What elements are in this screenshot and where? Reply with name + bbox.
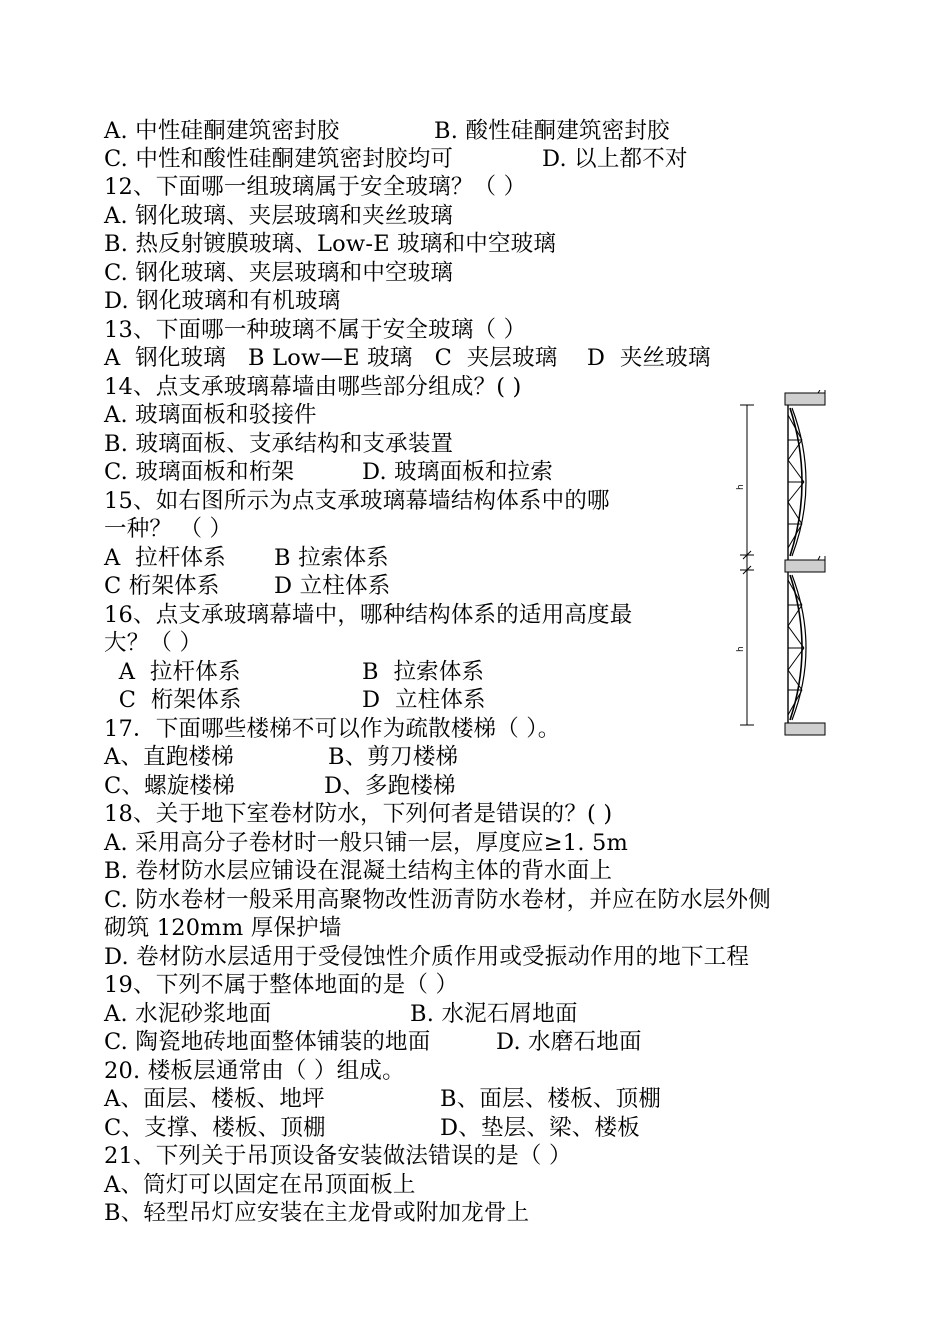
line-text: D. 钢化玻璃和有机玻璃 — [104, 288, 341, 314]
floor-slab-top — [785, 393, 825, 405]
line-text: 砌筑 120mm 厚保护墙 — [104, 915, 342, 941]
line-text: B. 玻璃面板、支承结构和支承装置 — [104, 431, 454, 457]
line-text: A. 水泥砂浆地面 — [104, 1001, 272, 1027]
line-text-right: B. 水泥石屑地面 — [410, 1001, 578, 1027]
line-text-right: B. 酸性硅酮建筑密封胶 — [434, 118, 670, 144]
line-text-right: B、剪刀楼梯 — [328, 744, 459, 770]
line-text: C、支撑、楼板、顶棚 — [104, 1115, 326, 1141]
line-text: A 拉杆体系 — [104, 659, 241, 685]
line-text: 19、下列不属于整体地面的是（ ） — [104, 972, 459, 998]
line-text: 15、如右图所示为点支承玻璃幕墙结构体系中的哪 — [104, 488, 610, 514]
line-text: C. 钢化玻璃、夹层玻璃和中空玻璃 — [104, 260, 454, 286]
floor-slab-middle — [785, 560, 825, 572]
line-text-right: D. 以上都不对 — [542, 146, 688, 172]
line-text: A. 钢化玻璃、夹层玻璃和夹丝玻璃 — [104, 203, 453, 229]
line-text: C 桁架体系 — [104, 687, 242, 713]
line-text: B、轻型吊灯应安装在主龙骨或附加龙骨上 — [104, 1200, 530, 1226]
line-text: 16、点支承玻璃幕墙中，哪种结构体系的适用高度最 — [104, 602, 633, 628]
line-text: A、直跑楼梯 — [104, 744, 234, 770]
line-text: A、筒灯可以固定在吊顶面板上 — [104, 1172, 416, 1198]
line-text: C. 中性和酸性硅酮建筑密封胶均可 — [104, 146, 454, 172]
line-text-right: D 立柱体系 — [274, 573, 391, 599]
line-text: C. 陶瓷地砖地面整体铺装的地面 — [104, 1029, 431, 1055]
line-text: D. 卷材防水层适用于受侵蚀性介质作用或受振动作用的地下工程 — [104, 944, 750, 970]
line-text-right: D、多跑楼梯 — [324, 773, 456, 799]
line-text: A. 采用高分子卷材时一般只铺一层，厚度应≥1. 5m — [104, 830, 629, 856]
line-text: 14、点支承玻璃幕墙由哪些部分组成？( ) — [104, 374, 522, 400]
line-text-right: B 拉索体系 — [274, 545, 389, 571]
line-text: 13、下面哪一种玻璃不属于安全玻璃（ ） — [104, 317, 527, 343]
line-text: 大？（ ） — [104, 630, 203, 656]
line-text: A 钢化玻璃 B Low—E 玻璃 C 夹层玻璃 D 夹丝玻璃 — [104, 345, 711, 371]
line-text: C. 玻璃面板和桁架 — [104, 459, 295, 485]
truss-system-diagram — [730, 390, 840, 740]
line-text: 21、下列关于吊顶设备安装做法错误的是（ ） — [104, 1143, 572, 1169]
line-text: B. 热反射镀膜玻璃、Low-E 玻璃和中空玻璃 — [104, 231, 557, 257]
line-text: A、面层、楼板、地坪 — [104, 1086, 325, 1112]
line-text: C. 防水卷材一般采用高聚物改性沥青防水卷材，并应在防水层外侧 — [104, 887, 771, 913]
line-text: 12、下面哪一组玻璃属于安全玻璃？（ ） — [104, 174, 527, 200]
line-text-right: D. 玻璃面板和拉索 — [362, 459, 554, 485]
line-text-right: D、垫层、梁、楼板 — [440, 1115, 640, 1141]
floor-slab-bottom — [785, 723, 825, 735]
line-text: 17．下面哪些楼梯不可以作为疏散楼梯（ ）。 — [104, 716, 561, 742]
dimension-label-upper: h — [736, 484, 746, 490]
line-text-right: B 拉索体系 — [362, 659, 485, 685]
line-text-right: D. 水磨石地面 — [496, 1029, 642, 1055]
dimension-label-lower: h — [736, 646, 746, 652]
line-text: B. 卷材防水层应铺设在混凝土结构主体的背水面上 — [104, 858, 613, 884]
line-text: C、螺旋楼梯 — [104, 773, 235, 799]
line-text: 18、关于地下室卷材防水，下列何者是错误的？( ) — [104, 801, 613, 827]
line-text: A. 中性硅酮建筑密封胶 — [104, 118, 340, 144]
line-text: A. 玻璃面板和驳接件 — [104, 402, 317, 428]
line-text-right: D 立柱体系 — [362, 687, 486, 713]
line-text: 20. 楼板层通常由（ ）组成。 — [104, 1058, 405, 1084]
line-text: C 桁架体系 — [104, 573, 220, 599]
line-text: A 拉杆体系 — [104, 545, 226, 571]
line-text-right: B、面层、楼板、顶棚 — [440, 1086, 662, 1112]
line-text: 一种？ （ ） — [104, 516, 233, 542]
